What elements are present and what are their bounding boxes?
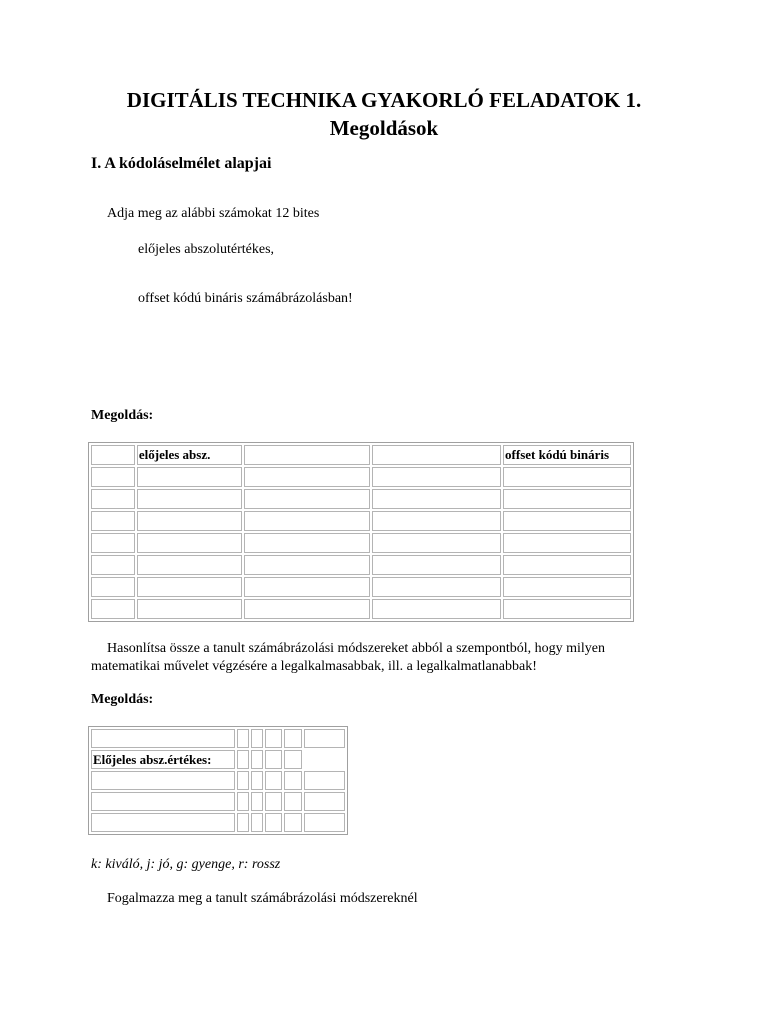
solution-label-1: Megoldás: bbox=[91, 408, 154, 423]
table-cell bbox=[503, 467, 631, 487]
table-cell bbox=[137, 577, 242, 597]
table-cell bbox=[137, 599, 242, 619]
table-cell bbox=[251, 729, 263, 748]
table-cell bbox=[251, 813, 263, 832]
table-cell bbox=[91, 511, 135, 531]
table-cell bbox=[91, 813, 235, 832]
table-cell bbox=[304, 750, 345, 769]
table-cell bbox=[91, 577, 135, 597]
solution-table-2 bbox=[88, 726, 348, 835]
table-cell bbox=[284, 771, 301, 790]
doc-title-line2: Megoldások bbox=[329, 116, 439, 140]
table-cell bbox=[304, 729, 345, 748]
table-cell bbox=[244, 533, 371, 553]
section-heading: I. A kódoláselmélet alapjai bbox=[91, 155, 272, 172]
table-cell bbox=[284, 792, 301, 811]
table-cell bbox=[503, 555, 631, 575]
table-cell bbox=[91, 555, 135, 575]
table-cell bbox=[91, 489, 135, 509]
table-cell bbox=[503, 511, 631, 531]
table-header-row bbox=[91, 445, 631, 465]
table-header-cell bbox=[244, 445, 371, 465]
table-row bbox=[91, 771, 345, 790]
table-row bbox=[91, 729, 345, 748]
doc-title-line1: DIGITÁLIS TECHNIKA GYAKORLÓ FELADATOK 1. bbox=[126, 88, 642, 112]
table-cell bbox=[91, 729, 235, 748]
table-cell bbox=[137, 489, 242, 509]
table-cell bbox=[372, 555, 501, 575]
table-cell bbox=[91, 599, 135, 619]
table-cell bbox=[372, 511, 501, 531]
table-cell bbox=[244, 555, 371, 575]
table-row bbox=[91, 792, 345, 811]
table-cell bbox=[137, 555, 242, 575]
table-cell bbox=[304, 813, 345, 832]
table-cell bbox=[137, 511, 242, 531]
table-cell bbox=[372, 577, 501, 597]
table-cell bbox=[244, 467, 371, 487]
table-row bbox=[91, 489, 631, 509]
table-cell bbox=[251, 771, 263, 790]
table-cell bbox=[265, 771, 282, 790]
table-cell bbox=[265, 813, 282, 832]
task3-line1: Fogalmazza meg a tanult számábrázolási módszereknél bbox=[107, 891, 418, 906]
table-row bbox=[91, 511, 631, 531]
table-row bbox=[91, 750, 345, 769]
table-cell bbox=[503, 599, 631, 619]
table-cell bbox=[244, 577, 371, 597]
table-cell bbox=[237, 792, 249, 811]
table-cell bbox=[237, 729, 249, 748]
table-cell bbox=[244, 511, 371, 531]
table-row bbox=[91, 577, 631, 597]
table-row bbox=[91, 533, 631, 553]
table-cell bbox=[372, 533, 501, 553]
task1-item-offset-binary: offset kódú bináris számábrázolásban! bbox=[138, 291, 353, 306]
solution-table-1 bbox=[88, 442, 634, 622]
table-cell bbox=[503, 577, 631, 597]
table-row bbox=[91, 467, 631, 487]
table-cell bbox=[265, 729, 282, 748]
task1-item-sign-magnitude: előjeles abszolutértékes, bbox=[138, 242, 275, 257]
table-cell bbox=[265, 750, 282, 769]
table-cell bbox=[284, 750, 301, 769]
table-cell bbox=[503, 533, 631, 553]
table-cell bbox=[237, 750, 249, 769]
table-cell bbox=[137, 533, 242, 553]
table-cell bbox=[137, 467, 242, 487]
task2-line1: Hasonlítsa össze a tanult számábrázolási módszereket abból a szempontból, hogy milyen bbox=[107, 641, 606, 656]
table-header-cell: offset kódú bináris bbox=[503, 445, 631, 465]
task1-intro: Adja meg az alábbi számokat 12 bites bbox=[107, 206, 320, 221]
table-cell bbox=[503, 489, 631, 509]
table-cell bbox=[91, 533, 135, 553]
solution-label-2: Megoldás: bbox=[91, 692, 154, 707]
table-header-cell bbox=[372, 445, 501, 465]
table-header-cell: előjeles absz. bbox=[137, 445, 242, 465]
table-cell bbox=[237, 813, 249, 832]
table-cell bbox=[265, 792, 282, 811]
table-cell bbox=[372, 599, 501, 619]
grading-legend: k: kiváló, j: jó, g: gyenge, r: rossz bbox=[91, 857, 281, 872]
table-cell bbox=[304, 771, 345, 790]
table-cell bbox=[244, 599, 371, 619]
table-row bbox=[91, 813, 345, 832]
table-cell bbox=[284, 729, 301, 748]
table-cell bbox=[91, 771, 235, 790]
task2-line2: matematikai művelet végzésére a legalkalmasabbak, ill. a legalkalmatlanabbak! bbox=[91, 659, 537, 674]
table-header-cell bbox=[91, 445, 135, 465]
table-cell bbox=[91, 792, 235, 811]
table-cell bbox=[251, 792, 263, 811]
table-cell bbox=[251, 750, 263, 769]
table-cell bbox=[304, 792, 345, 811]
table-cell bbox=[372, 489, 501, 509]
table-row bbox=[91, 555, 631, 575]
table-cell bbox=[237, 771, 249, 790]
table-cell bbox=[91, 467, 135, 487]
table-cell bbox=[284, 813, 301, 832]
table-row-label: Előjeles absz.értékes: bbox=[91, 750, 235, 769]
table-cell bbox=[372, 467, 501, 487]
table-row bbox=[91, 599, 631, 619]
table-cell bbox=[244, 489, 371, 509]
